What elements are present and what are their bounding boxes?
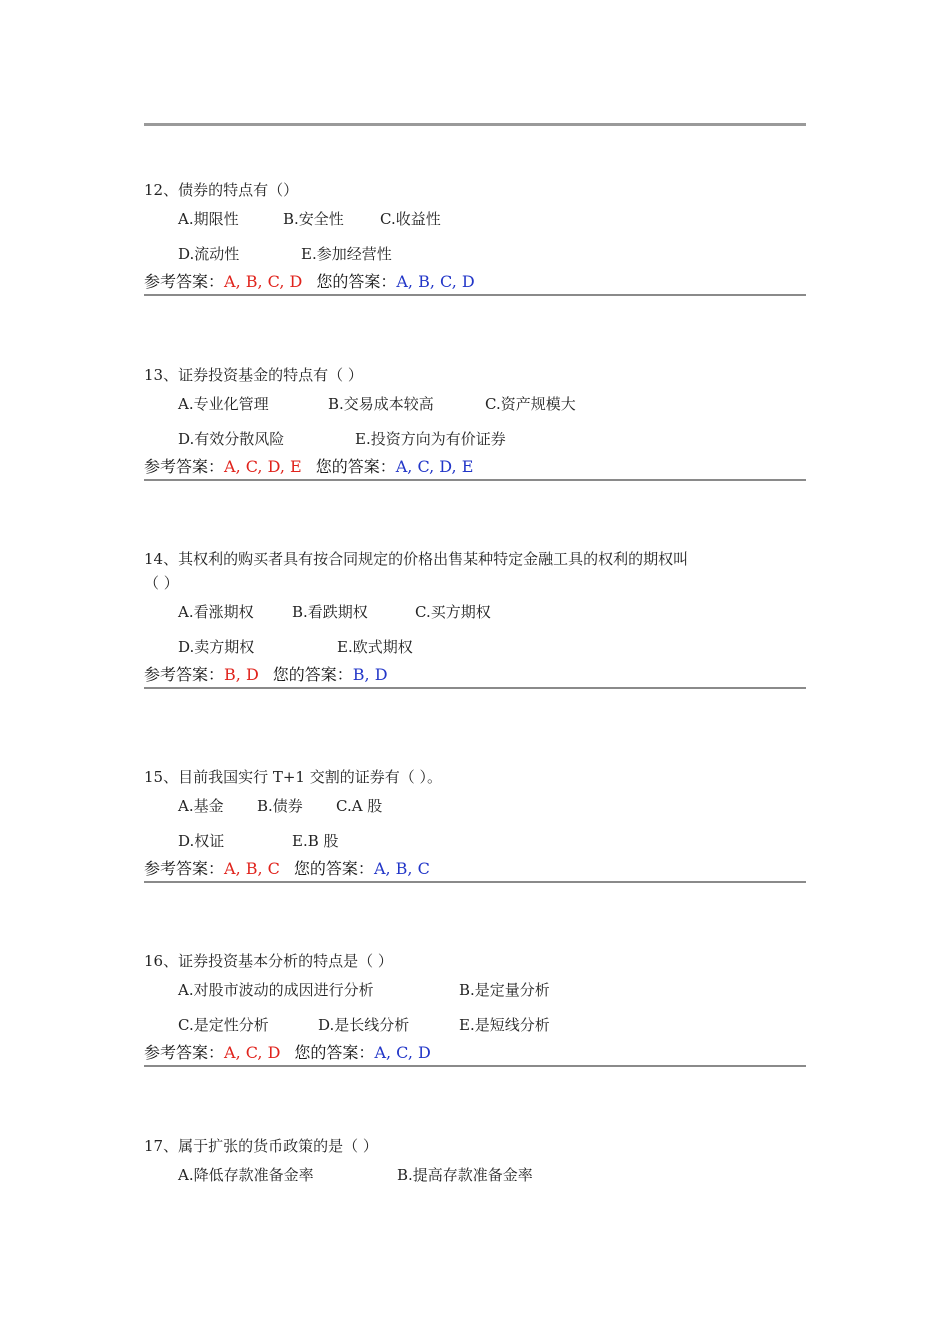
question-16 bbox=[144, 951, 806, 1067]
option-b: B.提高存款准备金率 bbox=[397, 1166, 533, 1184]
options-row bbox=[144, 1156, 806, 1191]
option-a: A.期限性 bbox=[178, 210, 239, 228]
top-divider bbox=[144, 123, 806, 126]
reference-answer: B, D bbox=[224, 665, 259, 684]
answer-line bbox=[144, 857, 806, 883]
question-stem-line2: （ ） bbox=[144, 574, 179, 592]
options-row bbox=[144, 200, 806, 235]
reference-answer-label: 参考答案： bbox=[144, 1043, 225, 1062]
reference-answer: A, B, C bbox=[224, 859, 280, 878]
answer-line bbox=[144, 1041, 806, 1067]
question-stem: 13、证券投资基金的特点有（ ） bbox=[144, 366, 363, 384]
option-e: E.参加经营性 bbox=[301, 245, 392, 263]
question-14 bbox=[144, 549, 806, 689]
reference-answer: A, C, D bbox=[224, 1043, 281, 1062]
options-row bbox=[144, 1006, 806, 1041]
option-c: C.收益性 bbox=[380, 210, 441, 228]
reference-answer: A, C, D, E bbox=[224, 457, 302, 476]
option-a: A.对股市波动的成因进行分析 bbox=[178, 981, 374, 999]
options-row bbox=[144, 420, 806, 455]
options-row bbox=[144, 593, 806, 628]
option-d: D.是长线分析 bbox=[318, 1016, 410, 1034]
reference-answer-label: 参考答案： bbox=[144, 272, 225, 291]
options-row bbox=[144, 787, 806, 822]
answer-line bbox=[144, 663, 806, 689]
question-15 bbox=[144, 767, 806, 883]
your-answer: B, D bbox=[352, 665, 388, 684]
reference-answer-label: 参考答案： bbox=[144, 859, 225, 878]
option-d: D.权证 bbox=[178, 832, 225, 850]
option-c: C.是定性分析 bbox=[178, 1016, 269, 1034]
reference-answer: A, B, C, D bbox=[224, 272, 303, 291]
your-answer-label: 您的答案： bbox=[293, 859, 374, 878]
question-stem: 12、债券的特点有（） bbox=[144, 181, 299, 199]
options-row bbox=[144, 971, 806, 1006]
options-row bbox=[144, 628, 806, 663]
option-d: D.流动性 bbox=[178, 245, 240, 263]
option-c: C.资产规模大 bbox=[485, 395, 576, 413]
options-row bbox=[144, 822, 806, 857]
option-c: C.买方期权 bbox=[415, 603, 491, 621]
answer-line bbox=[144, 270, 806, 296]
option-b: B.交易成本较高 bbox=[328, 395, 434, 413]
option-b: B.是定量分析 bbox=[459, 981, 550, 999]
reference-answer-label: 参考答案： bbox=[144, 665, 225, 684]
option-a: A.看涨期权 bbox=[178, 603, 254, 621]
options-row bbox=[144, 235, 806, 270]
your-answer: A, C, D bbox=[374, 1043, 431, 1062]
option-b: B.安全性 bbox=[283, 210, 344, 228]
your-answer: A, C, D, E bbox=[395, 457, 474, 476]
question-stem: 16、证券投资基本分析的特点是（ ） bbox=[144, 952, 393, 970]
question-stem: 17、属于扩张的货币政策的是（ ） bbox=[144, 1137, 378, 1155]
question-stem: 14、其权利的购买者具有按合同规定的价格出售某种特定金融工具的权利的期权叫 bbox=[144, 550, 689, 568]
your-answer-label: 您的答案： bbox=[315, 457, 396, 476]
your-answer-label: 您的答案： bbox=[316, 272, 397, 291]
question-17 bbox=[144, 1136, 806, 1191]
answer-line bbox=[144, 455, 806, 481]
option-e: E.是短线分析 bbox=[459, 1016, 550, 1034]
option-e: E.欧式期权 bbox=[337, 638, 413, 656]
question-stem: 15、目前我国实行 T+1 交割的证券有（ ）。 bbox=[144, 768, 443, 786]
question-12 bbox=[144, 180, 806, 296]
option-d: D.卖方期权 bbox=[178, 638, 255, 656]
your-answer: A, B, C bbox=[373, 859, 430, 878]
option-a: A.基金 bbox=[178, 797, 224, 815]
option-c: C.A 股 bbox=[336, 797, 383, 815]
option-a: A.降低存款准备金率 bbox=[178, 1166, 314, 1184]
your-answer: A, B, C, D bbox=[396, 272, 475, 291]
option-b: B.看跌期权 bbox=[292, 603, 368, 621]
option-b: B.债券 bbox=[257, 797, 303, 815]
option-e: E.投资方向为有价证券 bbox=[355, 430, 506, 448]
options-row bbox=[144, 385, 806, 420]
your-answer-label: 您的答案： bbox=[272, 665, 353, 684]
question-13 bbox=[144, 365, 806, 481]
option-a: A.专业化管理 bbox=[178, 395, 269, 413]
option-e: E.B 股 bbox=[292, 832, 339, 850]
reference-answer-label: 参考答案： bbox=[144, 457, 225, 476]
option-d: D.有效分散风险 bbox=[178, 430, 285, 448]
your-answer-label: 您的答案： bbox=[294, 1043, 375, 1062]
